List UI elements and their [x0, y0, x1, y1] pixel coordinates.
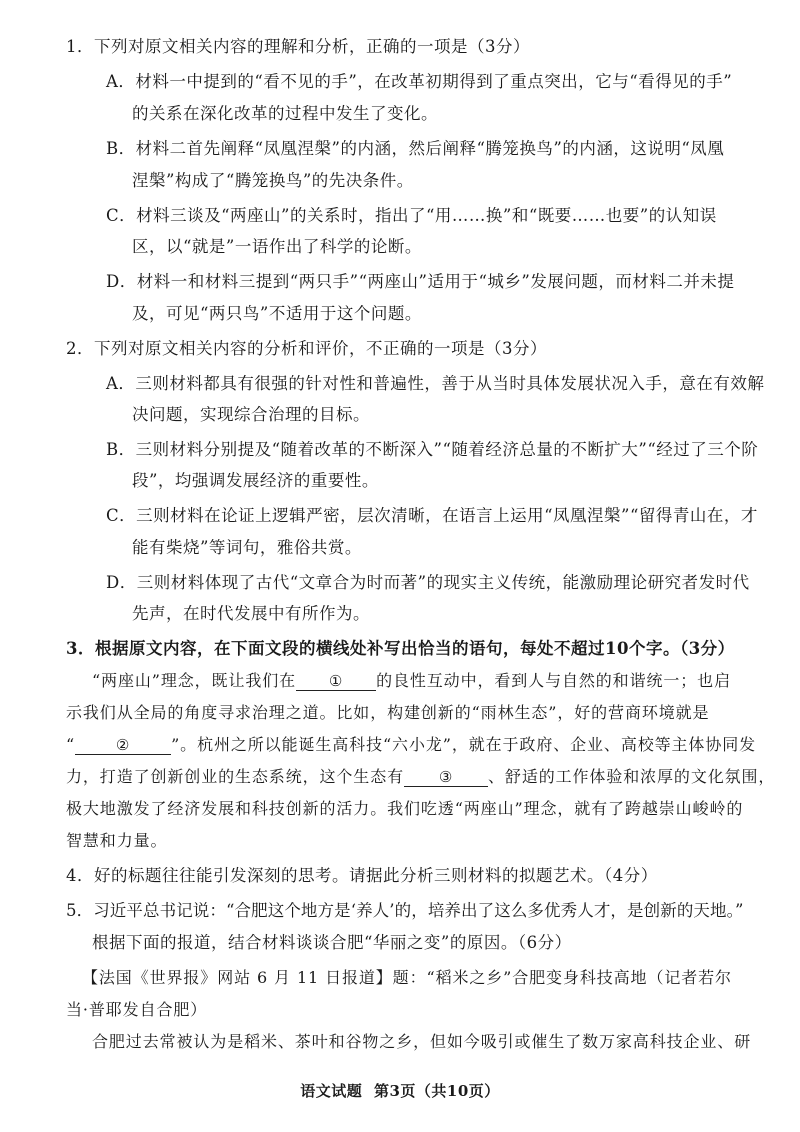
q3-text: “两座山”理念，既让我们在	[92, 671, 297, 690]
q2-option-b-line2: 段”，均强调发展经济的重要性。	[132, 471, 379, 490]
q3-text: 的良性互动中，看到人与自然的和谐统一；也启	[376, 671, 731, 690]
q3-text: 、舒适的工作体验和浓厚的文化氛围，	[488, 767, 776, 786]
q5-report-title-line1: 【法国《世界报》网站 6 月 11 日报道】题：“稻米之乡”合肥变身科技高地（记者若尔	[82, 968, 732, 987]
q1-option-c-line2: 区，以“就是”一语作出了科学的论断。	[132, 237, 422, 256]
q2-option-b-line1: B．三则材料分别提及“随着改革的不断深入”“随着经济总量的不断扩大”“经过了三个阶	[106, 440, 759, 459]
q3-text: “	[66, 735, 76, 754]
q3-passage-line6: 智慧和力量。	[66, 831, 168, 850]
q1-option-a-line1: A．材料一中提到的“看不见的手”，在改革初期得到了重点突出，它与“看得见的手”	[106, 72, 733, 91]
q1-option-b-line2: 涅槃”构成了“腾笼换鸟”的先决条件。	[132, 171, 414, 190]
q3-passage-line2: 示我们从全局的角度寻求治理之道。比如，构建创新的“雨林生态”，好的营商环境就是	[66, 703, 710, 722]
q3-passage-line4	[0, 766, 800, 788]
q5-stem-line2: 根据下面的报道，结合材料谈谈合肥“华丽之变”的原因。（6分）	[92, 933, 572, 952]
q2-option-c-line1: C．三则材料在论证上逻辑严密，层次清晰，在语言上运用“凤凰涅槃”“留得青山在，才	[106, 506, 758, 525]
q3-stem: 3．根据原文内容，在下面文段的横线处补写出恰当的语句，每处不超过10个字。（3分）	[66, 639, 735, 658]
q5-report-title-line2: 当·普耶发自合肥）	[66, 1000, 208, 1019]
q1-option-d-line1: D．材料一和材料三提到“两只手”“两座山”适用于“城乡”发展问题，而材料二并未提	[106, 272, 735, 291]
q3-text: ”。杭州之所以能诞生高科技“六小龙”，就在于政府、企业、高校等主体协同发	[171, 735, 757, 754]
q3-blank-3[interactable]: ③	[404, 768, 488, 787]
q2-option-d-line2: 先声，在时代发展中有所作为。	[132, 604, 370, 623]
footer-subject: 语文试题	[300, 1082, 363, 1100]
q4-stem: 4．好的标题往往能引发深刻的思考。请据此分析三则材料的拟题艺术。（4分）	[66, 866, 658, 885]
q3-passage-line5: 极大地激发了经济发展和科技创新的活力。我们吃透“两座山”理念，就有了跨越崇山峻岭的	[66, 799, 744, 818]
q3-blank-2[interactable]: ②	[75, 736, 171, 755]
q5-stem-line1: 5．习近平总书记说：“合肥这个地方是‘养人’的，培养出了这么多优秀人才，是创新的天地。”	[66, 901, 744, 920]
q1-option-d-line2: 及，可见“两只鸟”不适用于这个问题。	[132, 304, 422, 323]
q3-blank-1[interactable]: ①	[296, 672, 376, 691]
q2-option-a-line2: 决问题，实现综合治理的目标。	[132, 405, 370, 424]
q5-report-body-line1: 合肥过去常被认为是稻米、茶叶和谷物之乡，但如今吸引或催生了数万家高科技企业、研	[92, 1032, 752, 1051]
page-footer	[0, 1080, 800, 1101]
q3-text: 力，打造了创新创业的生态系统，这个生态有	[66, 767, 405, 786]
q2-option-a-line1: A．三则材料都具有很强的针对性和普遍性，善于从当时具体发展状况入手，意在有效解	[106, 374, 765, 393]
q1-option-b-line1: B．材料二首先阐释“凤凰涅槃”的内涵，然后阐释“腾笼换鸟”的内涵，这说明“凤凰	[106, 139, 725, 158]
q2-option-d-line1: D．三则材料体现了古代“文章合为时而著”的现实主义传统，能激励理论研究者发时代	[106, 573, 750, 592]
q1-option-a-line2: 的关系在深化改革的过程中发生了变化。	[132, 104, 438, 123]
q1-stem: 1．下列对原文相关内容的理解和分析，正确的一项是（3分）	[66, 37, 530, 56]
q1-option-c-line1: C．材料三谈及“两座山”的关系时，指出了“用……换”和“既要……也要”的认知误	[106, 206, 717, 225]
q2-stem: 2．下列对原文相关内容的分析和评价，不正确的一项是（3分）	[66, 339, 547, 358]
q3-passage-line1	[0, 670, 800, 692]
footer-page-number: 第3页（共10页）	[373, 1082, 500, 1100]
q2-option-c-line2: 能有柴烧”等词句，雅俗共赏。	[132, 538, 362, 557]
q3-passage-line3	[0, 734, 800, 756]
